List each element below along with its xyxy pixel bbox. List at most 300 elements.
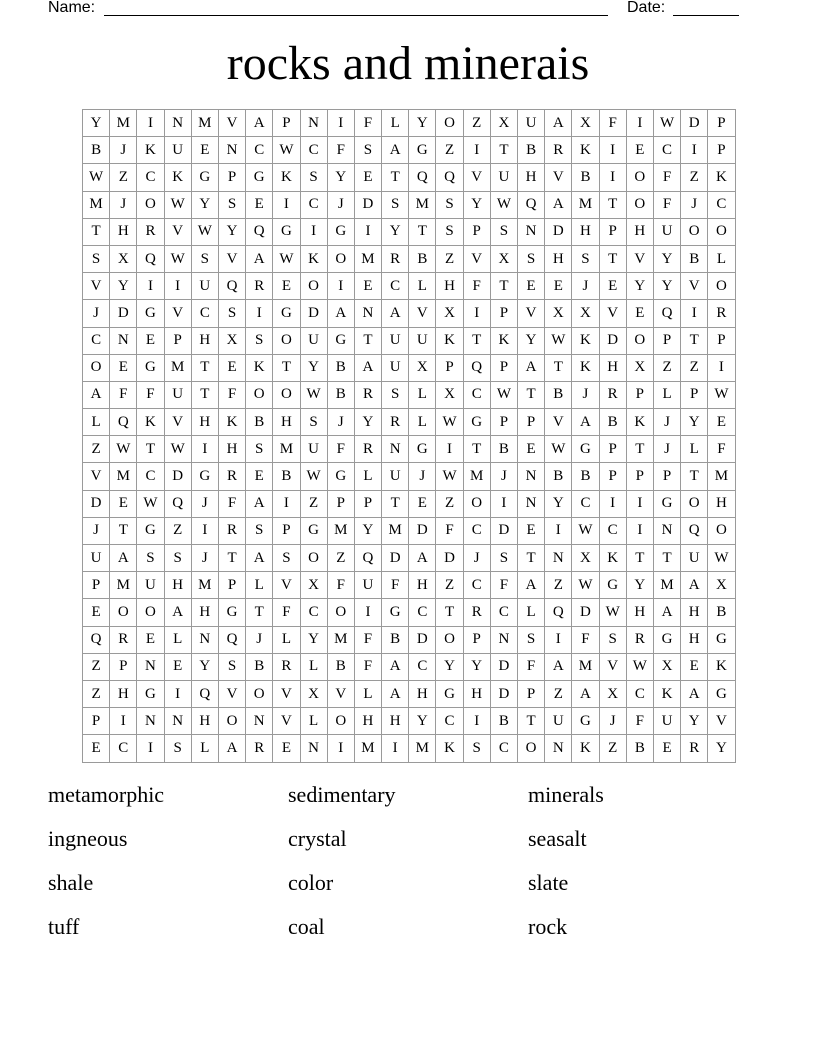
grid-cell[interactable]: S: [218, 191, 245, 218]
grid-cell[interactable]: V: [409, 300, 436, 327]
grid-cell[interactable]: K: [490, 327, 517, 354]
grid-cell[interactable]: U: [164, 137, 191, 164]
grid-cell[interactable]: R: [218, 517, 245, 544]
grid-cell[interactable]: W: [599, 599, 626, 626]
grid-cell[interactable]: W: [708, 545, 735, 572]
grid-cell[interactable]: A: [518, 354, 545, 381]
grid-cell[interactable]: V: [545, 164, 572, 191]
grid-cell[interactable]: M: [83, 191, 110, 218]
grid-cell[interactable]: B: [490, 708, 517, 735]
grid-cell[interactable]: G: [382, 599, 409, 626]
grid-cell[interactable]: Q: [518, 191, 545, 218]
grid-cell[interactable]: E: [110, 490, 137, 517]
grid-cell[interactable]: N: [545, 545, 572, 572]
grid-cell[interactable]: O: [273, 327, 300, 354]
grid-cell[interactable]: Y: [191, 653, 218, 680]
grid-cell[interactable]: G: [572, 436, 599, 463]
grid-cell[interactable]: H: [463, 680, 490, 707]
grid-cell[interactable]: Z: [327, 545, 354, 572]
grid-cell[interactable]: E: [191, 137, 218, 164]
grid-cell[interactable]: N: [137, 708, 164, 735]
grid-cell[interactable]: M: [572, 653, 599, 680]
grid-cell[interactable]: P: [83, 572, 110, 599]
grid-cell[interactable]: I: [436, 436, 463, 463]
grid-cell[interactable]: Y: [409, 110, 436, 137]
grid-cell[interactable]: Y: [708, 735, 735, 762]
grid-cell[interactable]: Y: [653, 245, 680, 272]
grid-cell[interactable]: J: [653, 436, 680, 463]
grid-cell[interactable]: I: [354, 599, 381, 626]
grid-cell[interactable]: L: [191, 735, 218, 762]
grid-cell[interactable]: S: [490, 545, 517, 572]
grid-cell[interactable]: X: [599, 680, 626, 707]
grid-cell[interactable]: D: [599, 327, 626, 354]
grid-cell[interactable]: D: [409, 517, 436, 544]
grid-cell[interactable]: N: [164, 708, 191, 735]
grid-cell[interactable]: I: [191, 436, 218, 463]
grid-cell[interactable]: M: [409, 735, 436, 762]
grid-cell[interactable]: U: [382, 463, 409, 490]
grid-cell[interactable]: G: [218, 599, 245, 626]
grid-cell[interactable]: J: [327, 191, 354, 218]
grid-cell[interactable]: V: [273, 680, 300, 707]
grid-cell[interactable]: G: [137, 680, 164, 707]
grid-cell[interactable]: X: [653, 653, 680, 680]
grid-cell[interactable]: Y: [626, 572, 653, 599]
grid-cell[interactable]: C: [463, 381, 490, 408]
grid-cell[interactable]: G: [273, 218, 300, 245]
grid-cell[interactable]: O: [708, 218, 735, 245]
grid-cell[interactable]: U: [300, 327, 327, 354]
grid-cell[interactable]: P: [599, 436, 626, 463]
grid-cell[interactable]: E: [518, 436, 545, 463]
grid-cell[interactable]: E: [626, 137, 653, 164]
grid-cell[interactable]: Q: [463, 354, 490, 381]
grid-cell[interactable]: D: [409, 626, 436, 653]
grid-cell[interactable]: I: [463, 300, 490, 327]
grid-cell[interactable]: O: [327, 245, 354, 272]
grid-cell[interactable]: V: [708, 708, 735, 735]
grid-cell[interactable]: Y: [626, 273, 653, 300]
grid-cell[interactable]: Z: [436, 572, 463, 599]
grid-cell[interactable]: J: [110, 191, 137, 218]
grid-cell[interactable]: H: [626, 218, 653, 245]
grid-cell[interactable]: A: [681, 680, 708, 707]
grid-cell[interactable]: B: [708, 599, 735, 626]
grid-cell[interactable]: G: [137, 354, 164, 381]
grid-cell[interactable]: E: [545, 273, 572, 300]
grid-cell[interactable]: D: [83, 490, 110, 517]
grid-cell[interactable]: V: [626, 245, 653, 272]
grid-cell[interactable]: G: [191, 463, 218, 490]
grid-cell[interactable]: Y: [83, 110, 110, 137]
grid-cell[interactable]: A: [246, 545, 273, 572]
grid-cell[interactable]: V: [273, 708, 300, 735]
grid-cell[interactable]: I: [681, 137, 708, 164]
grid-cell[interactable]: R: [110, 626, 137, 653]
grid-cell[interactable]: W: [191, 218, 218, 245]
grid-cell[interactable]: K: [246, 354, 273, 381]
grid-cell[interactable]: O: [137, 191, 164, 218]
grid-cell[interactable]: O: [300, 545, 327, 572]
grid-cell[interactable]: F: [218, 381, 245, 408]
grid-cell[interactable]: J: [191, 545, 218, 572]
grid-cell[interactable]: Z: [545, 572, 572, 599]
grid-cell[interactable]: U: [83, 545, 110, 572]
grid-cell[interactable]: K: [599, 545, 626, 572]
grid-cell[interactable]: S: [246, 327, 273, 354]
grid-cell[interactable]: X: [708, 572, 735, 599]
grid-cell[interactable]: B: [246, 653, 273, 680]
grid-cell[interactable]: C: [626, 680, 653, 707]
grid-cell[interactable]: H: [110, 218, 137, 245]
grid-cell[interactable]: E: [409, 490, 436, 517]
grid-cell[interactable]: A: [382, 137, 409, 164]
grid-cell[interactable]: F: [137, 381, 164, 408]
grid-cell[interactable]: T: [137, 436, 164, 463]
grid-cell[interactable]: H: [191, 599, 218, 626]
grid-cell[interactable]: T: [681, 327, 708, 354]
grid-cell[interactable]: J: [599, 708, 626, 735]
grid-cell[interactable]: M: [354, 245, 381, 272]
grid-cell[interactable]: P: [490, 300, 517, 327]
grid-cell[interactable]: Y: [354, 517, 381, 544]
grid-cell[interactable]: A: [327, 300, 354, 327]
grid-cell[interactable]: I: [137, 273, 164, 300]
grid-cell[interactable]: P: [490, 409, 517, 436]
grid-cell[interactable]: F: [273, 599, 300, 626]
grid-cell[interactable]: E: [681, 653, 708, 680]
grid-cell[interactable]: P: [518, 680, 545, 707]
grid-cell[interactable]: N: [300, 110, 327, 137]
grid-cell[interactable]: N: [518, 218, 545, 245]
grid-cell[interactable]: A: [164, 599, 191, 626]
grid-cell[interactable]: L: [83, 409, 110, 436]
grid-cell[interactable]: P: [463, 218, 490, 245]
grid-cell[interactable]: O: [273, 381, 300, 408]
grid-cell[interactable]: P: [490, 354, 517, 381]
grid-cell[interactable]: A: [545, 653, 572, 680]
grid-cell[interactable]: P: [164, 327, 191, 354]
grid-cell[interactable]: J: [191, 490, 218, 517]
grid-cell[interactable]: X: [436, 300, 463, 327]
grid-cell[interactable]: Y: [463, 191, 490, 218]
grid-cell[interactable]: X: [572, 545, 599, 572]
grid-cell[interactable]: F: [599, 110, 626, 137]
grid-cell[interactable]: U: [653, 708, 680, 735]
grid-cell[interactable]: F: [327, 436, 354, 463]
grid-cell[interactable]: P: [327, 490, 354, 517]
grid-cell[interactable]: U: [409, 327, 436, 354]
grid-cell[interactable]: G: [463, 409, 490, 436]
date-field-line[interactable]: [673, 15, 739, 16]
grid-cell[interactable]: W: [572, 517, 599, 544]
grid-cell[interactable]: Z: [436, 245, 463, 272]
grid-cell[interactable]: Z: [83, 680, 110, 707]
grid-cell[interactable]: H: [354, 708, 381, 735]
grid-cell[interactable]: Y: [545, 490, 572, 517]
grid-cell[interactable]: Z: [599, 735, 626, 762]
grid-cell[interactable]: Y: [327, 164, 354, 191]
grid-cell[interactable]: C: [463, 517, 490, 544]
grid-cell[interactable]: I: [327, 273, 354, 300]
grid-cell[interactable]: P: [436, 354, 463, 381]
grid-cell[interactable]: C: [191, 300, 218, 327]
grid-cell[interactable]: M: [110, 572, 137, 599]
grid-cell[interactable]: C: [246, 137, 273, 164]
grid-cell[interactable]: S: [300, 164, 327, 191]
grid-cell[interactable]: K: [300, 245, 327, 272]
grid-cell[interactable]: G: [300, 517, 327, 544]
grid-cell[interactable]: I: [490, 490, 517, 517]
grid-cell[interactable]: N: [518, 490, 545, 517]
grid-cell[interactable]: T: [490, 273, 517, 300]
grid-cell[interactable]: O: [708, 273, 735, 300]
grid-cell[interactable]: L: [300, 708, 327, 735]
grid-cell[interactable]: J: [83, 300, 110, 327]
grid-cell[interactable]: S: [300, 409, 327, 436]
grid-cell[interactable]: M: [191, 572, 218, 599]
grid-cell[interactable]: T: [110, 517, 137, 544]
grid-cell[interactable]: P: [626, 381, 653, 408]
grid-cell[interactable]: B: [681, 245, 708, 272]
grid-cell[interactable]: P: [273, 517, 300, 544]
grid-cell[interactable]: A: [246, 490, 273, 517]
grid-cell[interactable]: S: [436, 218, 463, 245]
grid-cell[interactable]: I: [382, 735, 409, 762]
grid-cell[interactable]: C: [490, 735, 517, 762]
grid-cell[interactable]: Z: [681, 354, 708, 381]
grid-cell[interactable]: S: [246, 517, 273, 544]
grid-cell[interactable]: S: [354, 137, 381, 164]
grid-cell[interactable]: B: [83, 137, 110, 164]
grid-cell[interactable]: P: [708, 137, 735, 164]
grid-cell[interactable]: K: [572, 327, 599, 354]
grid-cell[interactable]: F: [327, 572, 354, 599]
grid-cell[interactable]: R: [273, 653, 300, 680]
grid-cell[interactable]: L: [273, 626, 300, 653]
grid-cell[interactable]: W: [490, 191, 517, 218]
grid-cell[interactable]: B: [409, 245, 436, 272]
grid-cell[interactable]: N: [490, 626, 517, 653]
grid-cell[interactable]: S: [599, 626, 626, 653]
grid-cell[interactable]: P: [273, 110, 300, 137]
grid-cell[interactable]: K: [653, 680, 680, 707]
grid-cell[interactable]: G: [572, 708, 599, 735]
grid-cell[interactable]: V: [518, 300, 545, 327]
grid-cell[interactable]: K: [626, 409, 653, 436]
grid-cell[interactable]: B: [273, 463, 300, 490]
grid-cell[interactable]: A: [246, 245, 273, 272]
grid-cell[interactable]: O: [246, 381, 273, 408]
grid-cell[interactable]: P: [83, 708, 110, 735]
grid-cell[interactable]: H: [164, 572, 191, 599]
grid-cell[interactable]: G: [599, 572, 626, 599]
grid-cell[interactable]: T: [409, 218, 436, 245]
grid-cell[interactable]: C: [708, 191, 735, 218]
grid-cell[interactable]: F: [327, 137, 354, 164]
grid-cell[interactable]: M: [164, 354, 191, 381]
grid-cell[interactable]: I: [164, 273, 191, 300]
grid-cell[interactable]: J: [246, 626, 273, 653]
grid-cell[interactable]: I: [626, 490, 653, 517]
grid-cell[interactable]: K: [572, 735, 599, 762]
grid-cell[interactable]: A: [681, 572, 708, 599]
grid-cell[interactable]: B: [545, 381, 572, 408]
grid-cell[interactable]: B: [382, 626, 409, 653]
grid-cell[interactable]: R: [354, 436, 381, 463]
grid-cell[interactable]: T: [273, 354, 300, 381]
grid-cell[interactable]: A: [653, 599, 680, 626]
grid-cell[interactable]: T: [354, 327, 381, 354]
grid-cell[interactable]: E: [246, 191, 273, 218]
grid-cell[interactable]: A: [246, 110, 273, 137]
grid-cell[interactable]: J: [83, 517, 110, 544]
grid-cell[interactable]: H: [572, 218, 599, 245]
grid-cell[interactable]: X: [110, 245, 137, 272]
grid-cell[interactable]: K: [708, 164, 735, 191]
grid-cell[interactable]: W: [436, 409, 463, 436]
grid-cell[interactable]: F: [518, 653, 545, 680]
grid-cell[interactable]: H: [626, 599, 653, 626]
grid-cell[interactable]: H: [436, 273, 463, 300]
grid-cell[interactable]: O: [327, 599, 354, 626]
grid-cell[interactable]: A: [382, 300, 409, 327]
grid-cell[interactable]: Z: [545, 680, 572, 707]
grid-cell[interactable]: E: [273, 273, 300, 300]
grid-cell[interactable]: I: [354, 218, 381, 245]
grid-cell[interactable]: D: [110, 300, 137, 327]
grid-cell[interactable]: F: [708, 436, 735, 463]
grid-cell[interactable]: N: [354, 300, 381, 327]
grid-cell[interactable]: D: [300, 300, 327, 327]
grid-cell[interactable]: W: [164, 436, 191, 463]
grid-cell[interactable]: O: [708, 517, 735, 544]
grid-cell[interactable]: F: [218, 490, 245, 517]
grid-cell[interactable]: N: [164, 110, 191, 137]
grid-cell[interactable]: F: [382, 572, 409, 599]
grid-cell[interactable]: F: [626, 708, 653, 735]
grid-cell[interactable]: I: [545, 517, 572, 544]
grid-cell[interactable]: A: [572, 680, 599, 707]
grid-cell[interactable]: W: [653, 110, 680, 137]
grid-cell[interactable]: C: [137, 463, 164, 490]
grid-cell[interactable]: E: [83, 735, 110, 762]
grid-cell[interactable]: X: [436, 381, 463, 408]
grid-cell[interactable]: P: [463, 626, 490, 653]
grid-cell[interactable]: E: [708, 409, 735, 436]
grid-cell[interactable]: R: [545, 137, 572, 164]
grid-cell[interactable]: B: [327, 381, 354, 408]
grid-cell[interactable]: Q: [436, 164, 463, 191]
grid-cell[interactable]: S: [83, 245, 110, 272]
grid-cell[interactable]: W: [572, 572, 599, 599]
grid-cell[interactable]: S: [436, 191, 463, 218]
grid-cell[interactable]: C: [490, 599, 517, 626]
grid-cell[interactable]: L: [409, 409, 436, 436]
grid-cell[interactable]: O: [681, 490, 708, 517]
grid-cell[interactable]: Q: [409, 164, 436, 191]
grid-cell[interactable]: R: [382, 245, 409, 272]
grid-cell[interactable]: C: [572, 490, 599, 517]
grid-cell[interactable]: G: [708, 680, 735, 707]
grid-cell[interactable]: P: [599, 463, 626, 490]
grid-cell[interactable]: Z: [653, 354, 680, 381]
grid-cell[interactable]: X: [626, 354, 653, 381]
grid-cell[interactable]: E: [518, 517, 545, 544]
grid-cell[interactable]: I: [463, 708, 490, 735]
grid-cell[interactable]: U: [382, 354, 409, 381]
grid-cell[interactable]: B: [246, 409, 273, 436]
grid-cell[interactable]: M: [273, 436, 300, 463]
grid-cell[interactable]: Y: [354, 409, 381, 436]
grid-cell[interactable]: Y: [300, 626, 327, 653]
grid-cell[interactable]: D: [490, 680, 517, 707]
grid-cell[interactable]: K: [218, 409, 245, 436]
grid-cell[interactable]: V: [164, 218, 191, 245]
grid-cell[interactable]: I: [137, 735, 164, 762]
grid-cell[interactable]: H: [409, 572, 436, 599]
grid-cell[interactable]: E: [653, 735, 680, 762]
grid-cell[interactable]: C: [436, 708, 463, 735]
grid-cell[interactable]: L: [164, 626, 191, 653]
grid-cell[interactable]: R: [218, 463, 245, 490]
grid-cell[interactable]: M: [708, 463, 735, 490]
grid-cell[interactable]: A: [354, 354, 381, 381]
grid-cell[interactable]: M: [191, 110, 218, 137]
grid-cell[interactable]: P: [110, 653, 137, 680]
grid-cell[interactable]: A: [218, 735, 245, 762]
grid-cell[interactable]: W: [708, 381, 735, 408]
grid-cell[interactable]: E: [599, 273, 626, 300]
grid-cell[interactable]: J: [572, 273, 599, 300]
grid-cell[interactable]: K: [273, 164, 300, 191]
grid-cell[interactable]: G: [653, 490, 680, 517]
grid-cell[interactable]: S: [273, 545, 300, 572]
grid-cell[interactable]: C: [137, 164, 164, 191]
grid-cell[interactable]: J: [409, 463, 436, 490]
grid-cell[interactable]: A: [545, 110, 572, 137]
grid-cell[interactable]: O: [218, 708, 245, 735]
grid-cell[interactable]: E: [246, 463, 273, 490]
grid-cell[interactable]: D: [164, 463, 191, 490]
grid-cell[interactable]: A: [409, 545, 436, 572]
grid-cell[interactable]: K: [164, 164, 191, 191]
grid-cell[interactable]: G: [327, 463, 354, 490]
grid-cell[interactable]: B: [572, 164, 599, 191]
grid-cell[interactable]: M: [354, 735, 381, 762]
grid-cell[interactable]: J: [327, 409, 354, 436]
grid-cell[interactable]: B: [599, 409, 626, 436]
grid-cell[interactable]: V: [83, 273, 110, 300]
grid-cell[interactable]: V: [599, 300, 626, 327]
grid-cell[interactable]: C: [382, 273, 409, 300]
grid-cell[interactable]: Z: [83, 653, 110, 680]
grid-cell[interactable]: X: [572, 110, 599, 137]
grid-cell[interactable]: G: [409, 436, 436, 463]
grid-cell[interactable]: F: [354, 110, 381, 137]
grid-cell[interactable]: S: [246, 436, 273, 463]
grid-cell[interactable]: Q: [137, 245, 164, 272]
grid-cell[interactable]: W: [545, 436, 572, 463]
grid-cell[interactable]: K: [137, 137, 164, 164]
grid-cell[interactable]: Z: [436, 137, 463, 164]
grid-cell[interactable]: H: [110, 680, 137, 707]
grid-cell[interactable]: B: [545, 463, 572, 490]
grid-cell[interactable]: B: [490, 436, 517, 463]
grid-cell[interactable]: O: [83, 354, 110, 381]
grid-cell[interactable]: F: [436, 517, 463, 544]
